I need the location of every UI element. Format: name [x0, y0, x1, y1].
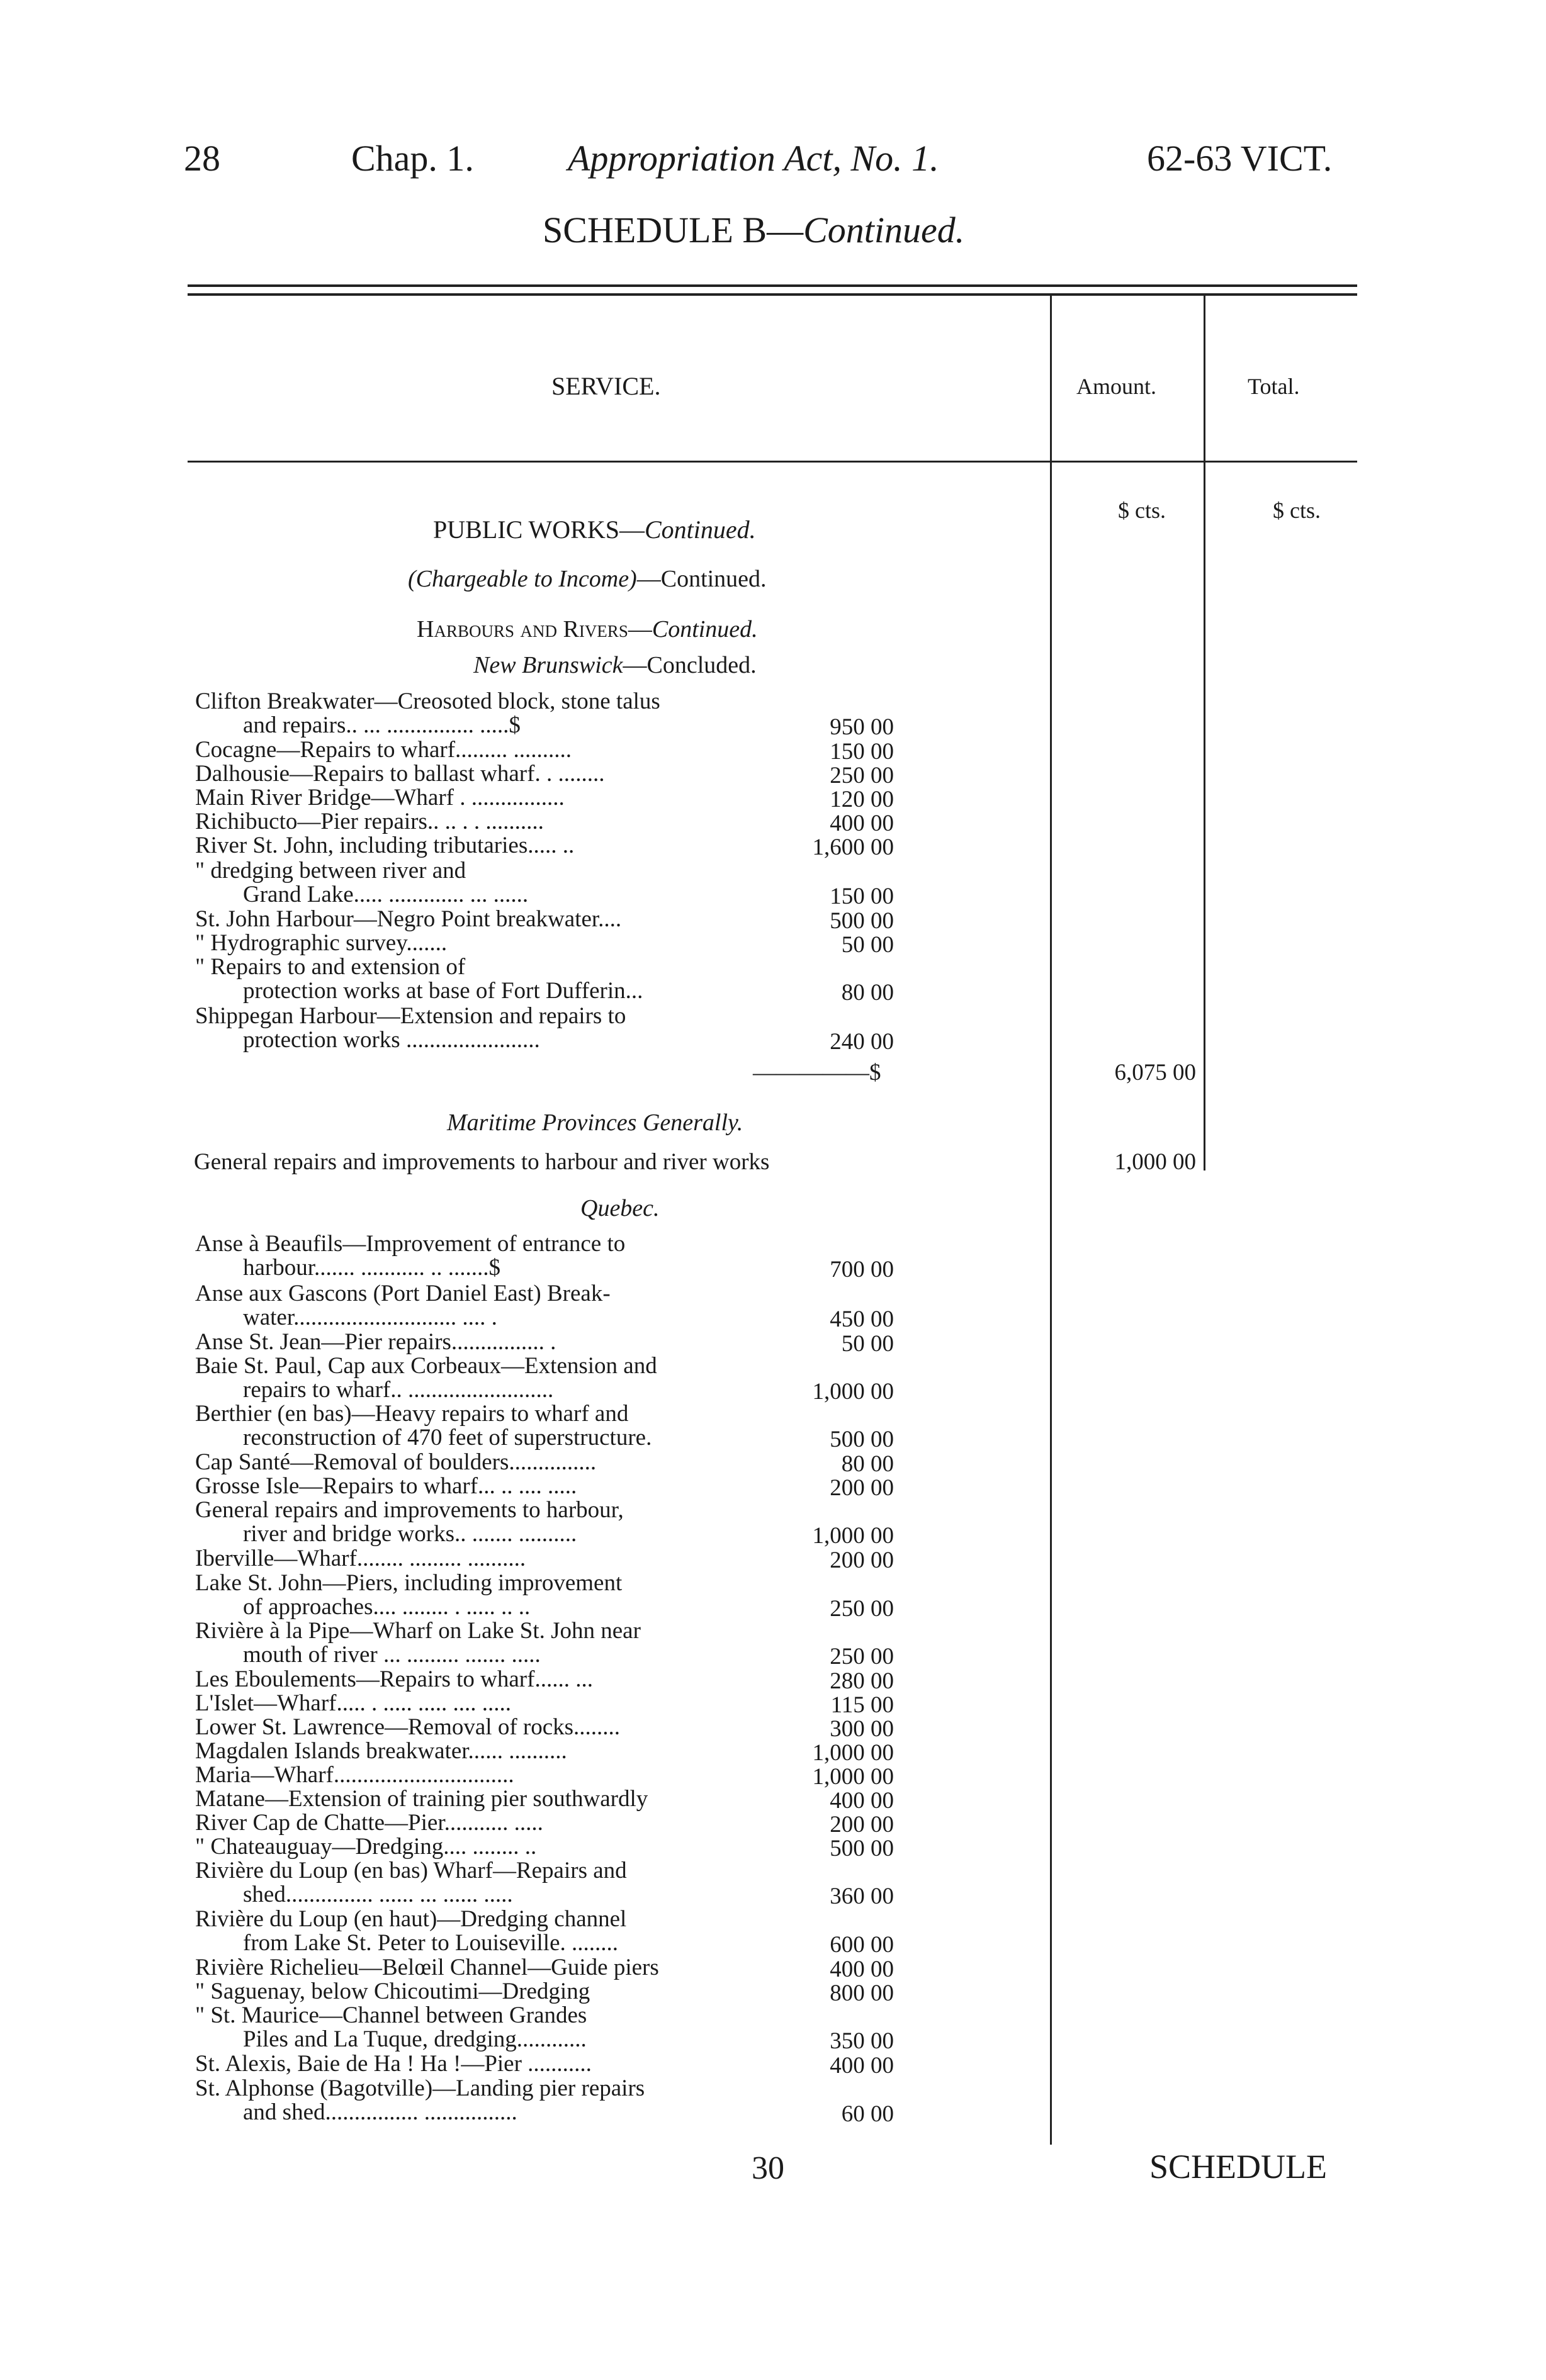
nb-entry-amount: 250 00 — [830, 763, 894, 789]
qc-entry-line: Maria—Wharf............................... — [195, 1763, 514, 1787]
nb-total-amount: 6,075 00 — [1114, 1060, 1196, 1086]
new-brunswick-heading — [473, 651, 757, 679]
qc-entry-amount: 400 00 — [830, 1956, 894, 1982]
qc-entry-amount: 350 00 — [830, 2028, 894, 2054]
nb-entry-line: Cocagne—Repairs to wharf......... .......... — [195, 738, 572, 762]
qc-entry-line: mouth of river ... ......... ....... ..... — [243, 1643, 541, 1667]
qc-entry-line: Matane—Extension of training pier southwardly — [195, 1787, 648, 1811]
qc-entry-amount: 250 00 — [830, 1596, 894, 1622]
qc-entry-amount: 1,000 00 — [812, 1740, 894, 1766]
nb-entry-amount: 500 00 — [830, 908, 894, 934]
nb-entry-line: and repairs.. ... ............... .....$ — [243, 714, 521, 738]
regnal-year: 62-63 VICT. — [1147, 138, 1333, 179]
qc-entry-line: Anse St. Jean—Pier repairs................ . — [195, 1330, 556, 1354]
public-works-heading — [433, 515, 756, 544]
page-number: 28 — [184, 138, 220, 179]
chargeable-italic: (Chargeable to Income) — [408, 566, 637, 592]
qc-entry-line: shed............... ...... ... ...... ..... — [243, 1883, 513, 1907]
schedule-title-cont: Continued. — [803, 210, 965, 250]
chapter-label: Chap. 1. — [351, 138, 474, 179]
qc-entry-amount: 360 00 — [830, 1883, 894, 1909]
qc-entry-line: L'Islet—Wharf..... . ..... ..... .... ..... — [195, 1692, 511, 1715]
schedule-title-main: SCHEDULE B— — [543, 210, 804, 250]
nb-entry-line: protection works ....................... — [243, 1028, 540, 1052]
qc-entry-line: water............................ .... . — [243, 1306, 497, 1330]
qc-entry-line: Iberville—Wharf........ ......... .......... — [195, 1547, 526, 1571]
qc-entry-line: harbour....... ........... .. .......$ — [243, 1256, 501, 1280]
public-works-cont: Continued. — [644, 515, 756, 544]
harbours-cont: Continued. — [652, 616, 758, 643]
qc-entry-amount: 200 00 — [830, 1547, 894, 1573]
qc-entry-line: St. Alphonse (Bagotville)—Landing pier repairs — [195, 2077, 645, 2101]
maritime-item: General repairs and improvements to harbour and river works — [194, 1149, 770, 1175]
qc-entry-amount: 200 00 — [830, 1475, 894, 1501]
nb-entry-line: Main River Bridge—Wharf . ................ — [195, 786, 565, 810]
nb-entry-amount: 80 00 — [841, 980, 894, 1006]
top-double-rule-2 — [188, 293, 1357, 296]
qc-entry-line: Rivière du Loup (en haut)—Dredging channel — [195, 1907, 627, 1931]
qc-entry-line: Les Eboulements—Repairs to wharf...... ... — [195, 1668, 593, 1692]
nb-entry-line: Clifton Breakwater—Creosoted block, stone talus — [195, 690, 660, 714]
qc-entry-amount: 1,000 00 — [812, 1764, 894, 1790]
nb-entry-line: " Hydrographic survey....... — [195, 931, 448, 955]
amount-column-line — [1050, 296, 1052, 2145]
nb-entry-amount: 240 00 — [830, 1029, 894, 1055]
qc-entry-amount: 300 00 — [830, 1716, 894, 1742]
qc-entry-line: Cap Santé—Removal of boulders............... — [195, 1451, 597, 1474]
nb-entry-line: " dredging between river and — [195, 859, 466, 883]
nb-entry-amount: 150 00 — [830, 884, 894, 909]
qc-entry-line: and shed................ ................ — [243, 2101, 517, 2125]
nb-entry-line: Dalhousie—Repairs to ballast wharf. . ........ — [195, 762, 605, 786]
qc-entry-line: repairs to wharf.. ......................... — [243, 1378, 554, 1402]
qc-entry-line: River Cap de Chatte—Pier........... ..... — [195, 1811, 543, 1835]
total-unit: $ cts. — [1273, 498, 1321, 523]
maritime-heading: Maritime Provinces Generally. — [447, 1109, 743, 1136]
qc-entry-line: Rivière Richelieu—Belœil Channel—Guide piers — [195, 1956, 659, 1980]
amount-unit: $ cts. — [1118, 498, 1166, 523]
qc-entry-amount: 280 00 — [830, 1668, 894, 1694]
harbours-main: Harbours and Rivers— — [417, 616, 652, 643]
qc-entry-line: " Saguenay, below Chicoutimi—Dredging — [195, 1980, 590, 2004]
qc-entry-line: " St. Maurice—Channel between Grandes — [195, 2004, 587, 2028]
nb-entry-amount: 120 00 — [830, 787, 894, 812]
nb-total-leader: —————$ — [753, 1060, 881, 1086]
nb-entry-line: Shippegan Harbour—Extension and repairs to — [195, 1004, 626, 1028]
nb-entry-line: protection works at base of Fort Dufferin... — [243, 979, 643, 1003]
qc-entry-amount: 800 00 — [830, 1980, 894, 2006]
nb-entry-line: " Repairs to and extension of — [195, 955, 466, 979]
chargeable-cont: —Continued. — [636, 566, 767, 592]
chargeable-heading — [408, 565, 767, 593]
qc-entry-amount: 1,000 00 — [812, 1379, 894, 1405]
qc-entry-amount: 80 00 — [841, 1451, 894, 1477]
nb-entry-line: Grand Lake..... ............. ... ...... — [243, 883, 529, 907]
nb-entry-amount: 150 00 — [830, 739, 894, 765]
act-title: Appropriation Act, No. 1. — [568, 138, 939, 179]
qc-entry-line: St. Alexis, Baie de Ha ! Ha !—Pier ........... — [195, 2052, 592, 2076]
maritime-total: 1,000 00 — [1114, 1149, 1196, 1175]
qc-entry-amount: 450 00 — [830, 1306, 894, 1332]
qc-entry-line: river and bridge works.. ....... .......... — [243, 1522, 577, 1546]
header-bottom-rule — [188, 461, 1357, 463]
qc-entry-amount: 50 00 — [841, 1331, 894, 1357]
qc-entry-line: Piles and La Tuque, dredging............ — [243, 2028, 587, 2052]
folio-number: 30 — [752, 2150, 784, 2186]
new-brunswick-italic: New Brunswick — [473, 652, 623, 678]
qc-entry-line: Lake St. John—Piers, including improvement — [195, 1571, 623, 1595]
qc-entry-line: Baie St. Paul, Cap aux Corbeaux—Extension and — [195, 1354, 657, 1378]
total-column-line — [1204, 296, 1205, 1170]
qc-entry-amount: 200 00 — [830, 1812, 894, 1838]
qc-entry-line: Magdalen Islands breakwater...... .......... — [195, 1739, 567, 1763]
qc-entry-line: from Lake St. Peter to Louiseville. ........ — [243, 1931, 618, 1955]
qc-entry-line: Lower St. Lawrence—Removal of rocks........ — [195, 1715, 621, 1739]
qc-entry-amount: 115 00 — [830, 1692, 894, 1718]
nb-entry-line: River St. John, including tributaries..... .. — [195, 834, 575, 858]
qc-entry-amount: 600 00 — [830, 1932, 894, 1958]
top-double-rule-1 — [188, 284, 1357, 287]
nb-entry-amount: 400 00 — [830, 811, 894, 836]
qc-entry-line: Berthier (en bas)—Heavy repairs to wharf and — [195, 1402, 629, 1426]
service-column-header: SERVICE. — [551, 372, 661, 400]
qc-entry-amount: 1,000 00 — [812, 1523, 894, 1549]
nb-entry-amount: 1,600 00 — [812, 834, 894, 860]
schedule-title — [543, 209, 964, 251]
qc-entry-line: " Chateauguay—Dredging.... ........ .. — [195, 1835, 537, 1859]
nb-entry-amount: 950 00 — [830, 714, 894, 740]
qc-entry-line: Anse à Beaufils—Improvement of entrance to — [195, 1232, 626, 1256]
amount-column-header: Amount. — [1076, 374, 1157, 399]
qc-entry-line: Anse aux Gascons (Port Daniel East) Break- — [195, 1282, 611, 1306]
nb-entry-line: St. John Harbour—Negro Point breakwater.... — [195, 907, 622, 931]
qc-entry-amount: 700 00 — [830, 1257, 894, 1283]
qc-entry-line: of approaches.... ........ . ..... .. .. — [243, 1595, 531, 1619]
qc-entry-amount: 60 00 — [841, 2101, 894, 2127]
quebec-heading: Quebec. — [580, 1195, 660, 1221]
nb-entry-line: Richibucto—Pier repairs.. .. . . .......... — [195, 810, 544, 834]
qc-entry-line: Grosse Isle—Repairs to wharf... .. .... ..... — [195, 1474, 577, 1498]
public-works-main: PUBLIC WORKS— — [433, 515, 645, 544]
nb-entry-amount: 50 00 — [841, 932, 894, 958]
qc-entry-line: Rivière à la Pipe—Wharf on Lake St. John near — [195, 1619, 641, 1643]
qc-entry-line: Rivière du Loup (en bas) Wharf—Repairs and — [195, 1859, 627, 1883]
new-brunswick-cont: —Concluded. — [623, 652, 757, 678]
qc-entry-line: reconstruction of 470 feet of superstructure. — [243, 1426, 652, 1450]
qc-entry-amount: 400 00 — [830, 2053, 894, 2079]
qc-entry-line: General repairs and improvements to harbour, — [195, 1498, 624, 1522]
qc-entry-amount: 250 00 — [830, 1644, 894, 1670]
harbours-heading — [417, 615, 758, 643]
qc-entry-amount: 500 00 — [830, 1427, 894, 1452]
catchword: SCHEDULE — [1149, 2148, 1327, 2186]
qc-entry-amount: 400 00 — [830, 1788, 894, 1814]
total-column-header: Total. — [1248, 374, 1300, 399]
qc-entry-amount: 500 00 — [830, 1836, 894, 1861]
